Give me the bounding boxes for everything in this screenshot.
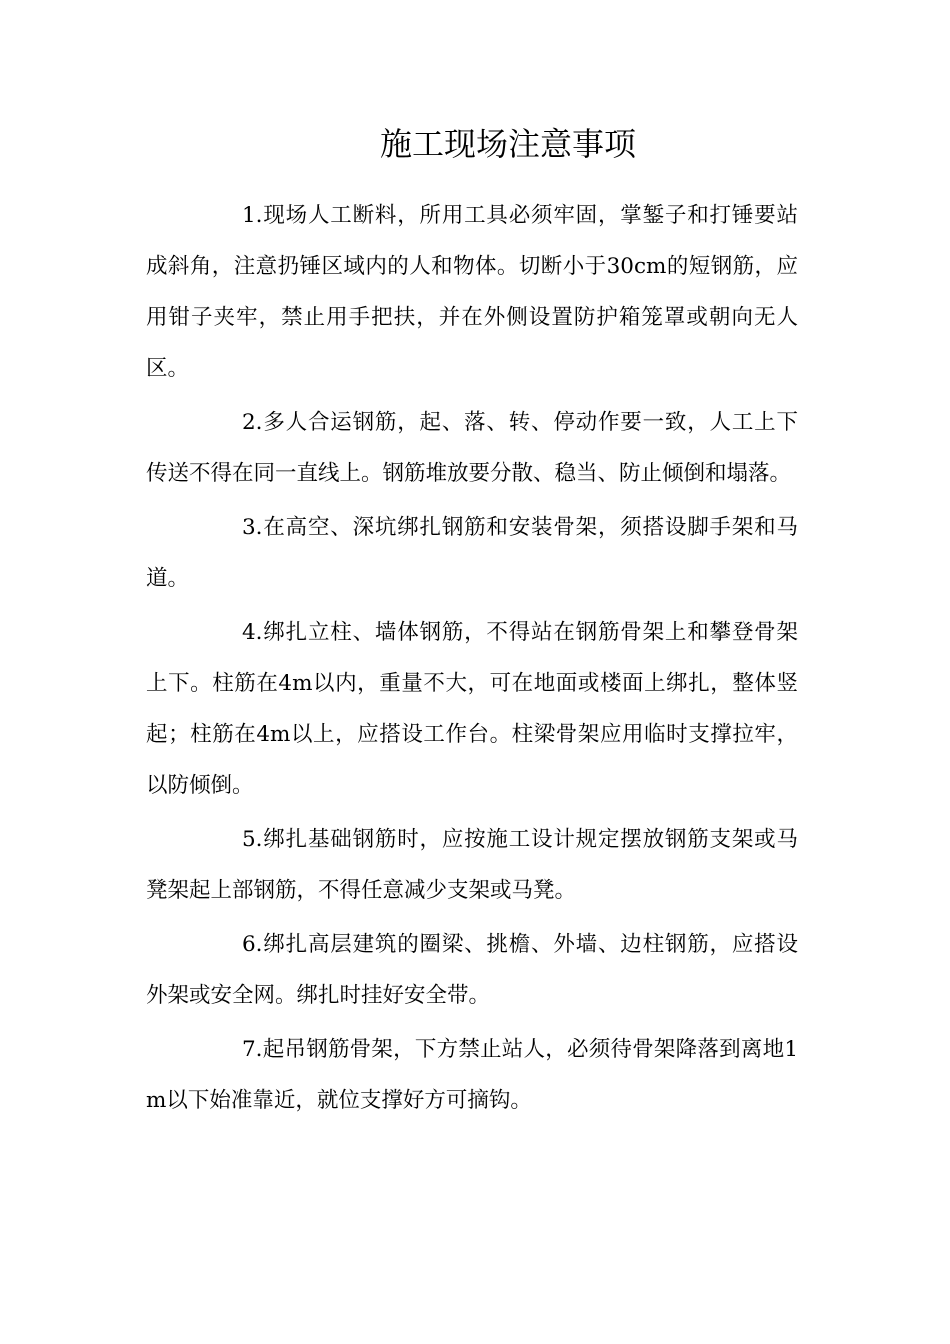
paragraph-6: 6.绑扎高层建筑的圈梁、挑檐、外墙、边柱钢筋，应搭设外架或安全网。绑扎时挂好安全带。 — [146, 932, 798, 1008]
paragraph-3: 3.在高空、深坑绑扎钢筋和安装骨架，须搭设脚手架和马道。 — [146, 515, 798, 591]
paragraph-2: 2.多人合运钢筋，起、落、转、停动作要一致，人工上下传送不得在同一直线上。钢筋堆放要分散、稳当、防止倾倒和塌落。 — [146, 410, 798, 486]
paragraph-7: 7.起吊钢筋骨架，下方禁止站人，必须待骨架降落到离地1m以下始准靠近，就位支撑好方可摘钩。 — [146, 1037, 798, 1113]
document-title: 施工现场注意事项 — [379, 125, 636, 163]
document-body — [146, 190, 798, 1129]
paragraph-4: 4.绑扎立柱、墙体钢筋，不得站在钢筋骨架上和攀登骨架上下。柱筋在4m以内，重量不大，可在地面或楼面上绑扎，整体竖起；柱筋在4m以上，应搭设工作台。柱梁骨架应用临时支撑拉牢，以防倾倒。 — [146, 620, 798, 798]
paragraph-5: 5.绑扎基础钢筋时，应按施工设计规定摆放钢筋支架或马凳架起上部钢筋，不得任意减少支架或马凳。 — [146, 827, 798, 903]
paragraph-1: 1.现场人工断料，所用工具必须牢固，掌錾子和打锤要站成斜角，注意扔锤区域内的人和物体。切断小于30cm的短钢筋，应用钳子夹牢，禁止用手把扶，并在外侧设置防护箱笼罩或朝向无人区。 — [146, 203, 798, 381]
